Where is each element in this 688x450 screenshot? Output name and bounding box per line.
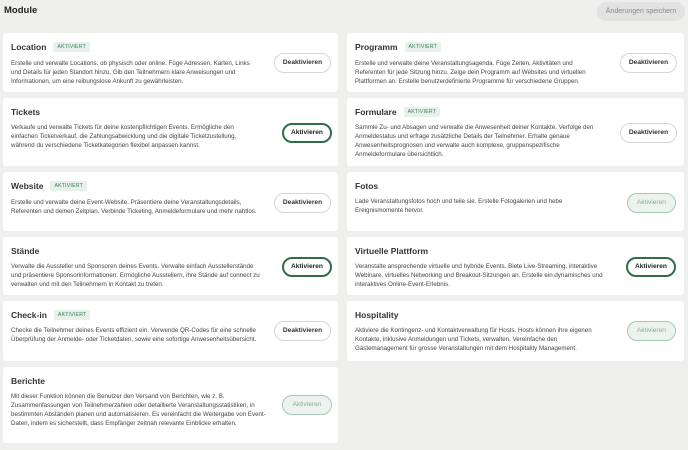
- module-card-staende: [3, 237, 338, 295]
- module-title: Hospitality: [355, 310, 399, 320]
- deactivate-button[interactable]: Deaktivieren: [274, 321, 331, 341]
- module-title: Formulare: [355, 107, 397, 117]
- page-title: Module: [4, 5, 38, 16]
- activate-button[interactable]: Aktivieren: [627, 321, 676, 341]
- module-description: Lade Veranstaltungsfotos hoch und teile sie. Erstelle Fotogalerien und hebe Ereignismomente hervor.: [355, 198, 563, 214]
- module-title: Berichte: [11, 376, 46, 386]
- status-badge: AKTIVIERT: [50, 181, 87, 191]
- deactivate-button[interactable]: Deaktivieren: [620, 53, 677, 73]
- module-card-fotos: [347, 172, 684, 231]
- status-badge: AKTIVIERT: [404, 107, 441, 117]
- module-description: Verkaufe und verwalte Tickets für deine kostenpflichtigen Events. Ermögliche den einfachen Ticketverkauf, die Zahlungsabwicklung und die digitale Ticketzustellung, während du verschiedene Ticketkategorien flexibel anpassen kannst.: [11, 124, 237, 149]
- activate-button[interactable]: Aktivieren: [282, 395, 332, 415]
- activate-button[interactable]: Aktivieren: [627, 193, 676, 213]
- module-title: Website: [11, 181, 44, 191]
- module-title: Fotos: [355, 181, 379, 191]
- status-badge: AKTIVIERT: [405, 42, 442, 52]
- deactivate-button[interactable]: Deaktivieren: [274, 53, 331, 73]
- module-description: Erstelle und verwalte Locations, ob physisch oder online. Füge Adressen, Karten, Links und Details für jeden Standort hinzu. Gib den Teilnehmern klare Anweisungen und Informationen, um eine reibungslose Ankunft zu gewährleisten.: [11, 60, 250, 85]
- module-card-berichte: [3, 367, 338, 443]
- module-description: Mit dieser Funktion können die Benutzer den Versand von Berichten, wie z. B. Zusammenfassungen von Teilnehmerzahlen oder detaillierte Veranstaltungsstatistiken, in bestimmten Abständen planen und automatisieren. Es vereinfacht die Weitergabe von Event-Daten, indem es sicherstellt, dass Empfänger zeitnah relevante Einblicke erhalten.: [11, 393, 266, 427]
- module-title: Location: [11, 42, 47, 52]
- module-card-formulare: [347, 98, 684, 166]
- module-description: Erstelle und verwalte deine Veranstaltungsagenda. Füge Zeiten, Aktivitäten und Referenten für jede Sitzung hinzu. Zeige dein Programm auf Websites und virtuellen Plattformen an. Erstelle benutzerdefinierte Programme für verschiedene Gruppen.: [355, 60, 586, 85]
- module-card-programm: [347, 33, 684, 92]
- module-title: Tickets: [11, 107, 41, 117]
- module-description: Aktiviere die Kontingenz- und Kontaktverwaltung für Hosts. Hosts können ihre eigenen Kontakte, inklusive Anmeldungen und Tickets, verwalten. Vereinfache den Gästemanagement für grosse Veranstaltungen mit dem Hospitality Management.: [355, 327, 592, 352]
- module-card-hospitality: [347, 301, 684, 361]
- module-card-location: [3, 33, 338, 92]
- activate-button[interactable]: Aktivieren: [282, 257, 332, 277]
- activate-button[interactable]: Aktivieren: [282, 123, 332, 143]
- module-description: Veranstalte ansprechende virtuelle und hybride Events. Biete Live-Streaming, interaktive Webinare, virtuelles Networking und Breakout-Sitzungen an. Erstelle ein dynamisches und interaktives Online-Event-Erlebnis.: [355, 263, 603, 288]
- module-title: Programm: [355, 42, 398, 52]
- module-description: Verwalte die Aussteller und Sponsoren deines Events. Verwalte einfach Ausstellerstände und präsentiere Sponsorinformationen. Ermögliche Ausstellern, ihre Stände auf connect zu verwalten und mit den Teilnehmern in Kontakt zu treten.: [11, 263, 260, 288]
- status-badge: AKTIVIERT: [54, 310, 91, 320]
- module-card-check-in: [3, 301, 338, 361]
- module-title: Virtuelle Plattform: [355, 246, 429, 256]
- module-card-virtuelle-plattform: [347, 237, 684, 295]
- top-bar: [0, 0, 688, 24]
- module-card-tickets: [3, 98, 338, 166]
- module-title: Stände: [11, 246, 40, 256]
- module-description: Sammle Zu- und Absagen und verwalte die Anwesenheit deiner Kontakte. Verfolge den Anmeldestatus und erfrage zusätzliche Details der Teilnehmer. Erhalte genaue Anwesenheitsprognosen und verwalte auch komplexe, gruppenspezifische Anmeldeformulare übersichtlich.: [355, 124, 594, 158]
- module-title: Check-in: [11, 310, 47, 320]
- deactivate-button[interactable]: Deaktivieren: [620, 123, 677, 143]
- module-description: Erstelle und verwalte deine Event-Website. Präsentiere deine Veranstaltungsdetails, Referenten und deinen Zeitplan. Verbinde Ticketing, Anmeldeformulare und mehr nahtlos.: [11, 199, 257, 215]
- activate-button[interactable]: Aktivieren: [626, 257, 676, 277]
- module-description: Checke die Teilnehmer deines Events effizient ein. Verwende QR-Codes für eine schnelle Überprüfung der Anmelde- oder Ticketdaten, sowie eine sofortige Anwesenheitsübersicht.: [11, 327, 257, 343]
- module-card-website: [3, 172, 338, 231]
- status-badge: AKTIVIERT: [53, 42, 90, 52]
- save-changes-button[interactable]: Änderungen speichern: [597, 2, 685, 21]
- deactivate-button[interactable]: Deaktivieren: [274, 193, 331, 213]
